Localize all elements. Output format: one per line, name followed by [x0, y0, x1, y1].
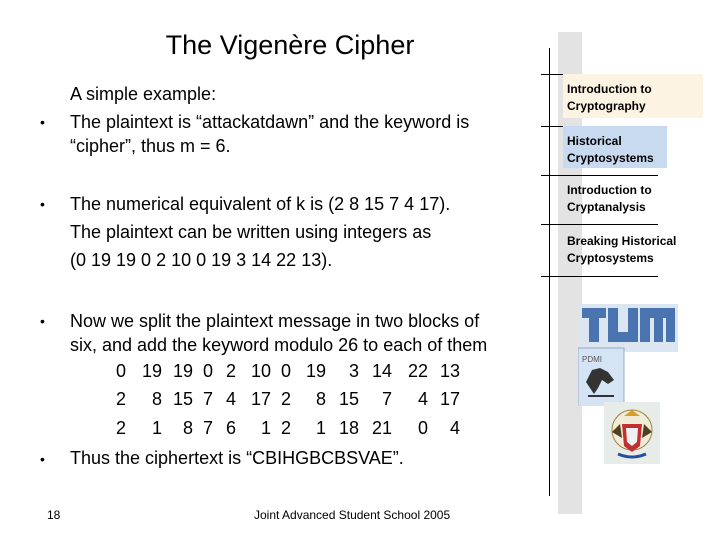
nav-label-line: Cryptanalysis [567, 200, 646, 214]
number-cell: 15 [172, 389, 193, 409]
bullet-line: “cipher”, thus m = 6. [70, 136, 231, 156]
sidebar-item-breaking-historical-cryptosystems[interactable] [563, 226, 703, 270]
sidebar-item-introduction-to-cryptography[interactable] [563, 74, 703, 118]
bullet-line: The plaintext can be written using integers as [70, 222, 432, 242]
number-cell: 8 [182, 418, 193, 438]
divider-line [541, 276, 658, 277]
bullet-line: six, and add the keyword modulo 26 to each of them [70, 335, 488, 355]
slide-title: The Vigenère Cipher [165, 30, 415, 60]
number-cell: 4 [449, 418, 460, 438]
logo-pdmi-text: PDMI [582, 355, 602, 364]
number-cell: 19 [141, 361, 162, 381]
nav-label-line: Cryptosystems [567, 151, 654, 165]
tum-logo [578, 302, 680, 406]
number-cell: 4 [417, 389, 428, 409]
nav-label-line: Cryptosystems [567, 251, 654, 265]
number-cell: 13 [439, 361, 460, 381]
nav-label-line: Introduction to [567, 82, 652, 96]
nav-label-line: Breaking Historical [567, 234, 677, 248]
number-cell: 14 [371, 361, 392, 381]
number-cell: 15 [338, 389, 359, 409]
number-cell: 0 [280, 361, 291, 381]
bullet-line: The numerical equivalent of k is (2 8 15 7 4 17). [70, 194, 451, 214]
nav-label-line: Introduction to [567, 183, 652, 197]
number-cell: 2 [225, 361, 236, 381]
bullet-line: The plaintext is “attackatdawn” and the keyword is [70, 112, 470, 132]
number-cell: 17 [439, 389, 460, 409]
sidebar-item-introduction-to-cryptanalysis[interactable] [563, 175, 703, 219]
number-cell: 1 [151, 418, 162, 438]
number-cell: 1 [260, 418, 271, 438]
number-cell: 0 [417, 418, 428, 438]
crest-logo [604, 402, 660, 464]
number-cell: 21 [371, 418, 392, 438]
bullet-line: Now we split the plaintext message in two blocks of [70, 311, 480, 331]
example-heading: A simple example: [70, 84, 217, 104]
number-cell: 7 [381, 389, 392, 409]
sidebar-item-historical-cryptosystems[interactable] [563, 126, 667, 168]
divider-line [541, 224, 658, 225]
number-cell: 0 [115, 361, 126, 381]
bullet-dot: • [40, 196, 45, 212]
bullet-line: (0 19 19 0 2 10 0 19 3 14 22 13). [70, 250, 333, 270]
number-cell: 2 [280, 418, 291, 438]
sidebar-divider [549, 48, 550, 496]
number-cell: 8 [315, 389, 326, 409]
number-cell: 2 [115, 418, 126, 438]
bullet-dot: • [40, 313, 45, 329]
number-cell: 18 [338, 418, 359, 438]
number-cell: 6 [225, 418, 236, 438]
bullet-dot: • [40, 114, 45, 130]
number-cell: 22 [407, 361, 428, 381]
number-cell: 0 [202, 361, 213, 381]
number-cell: 1 [315, 418, 326, 438]
number-cell: 19 [305, 361, 326, 381]
number-cell: 2 [280, 389, 291, 409]
number-cell: 3 [348, 361, 359, 381]
nav-label-line: Historical [567, 134, 622, 148]
number-cell: 17 [250, 389, 271, 409]
number-cell: 8 [151, 389, 162, 409]
number-cell: 7 [202, 389, 213, 409]
nav-label-line: Cryptography [567, 99, 646, 113]
number-cell: 7 [202, 418, 213, 438]
number-cell: 19 [172, 361, 193, 381]
number-cell: 2 [115, 389, 126, 409]
number-cell: 10 [250, 361, 271, 381]
bullet-dot: • [40, 451, 45, 467]
bullet-line: Thus the ciphertext is “CBIHGBCBSVAE”. [70, 448, 404, 468]
number-cell: 4 [225, 389, 236, 409]
page-number: 18 [47, 508, 61, 522]
footer-text: Joint Advanced Student School 2005 [254, 508, 451, 522]
